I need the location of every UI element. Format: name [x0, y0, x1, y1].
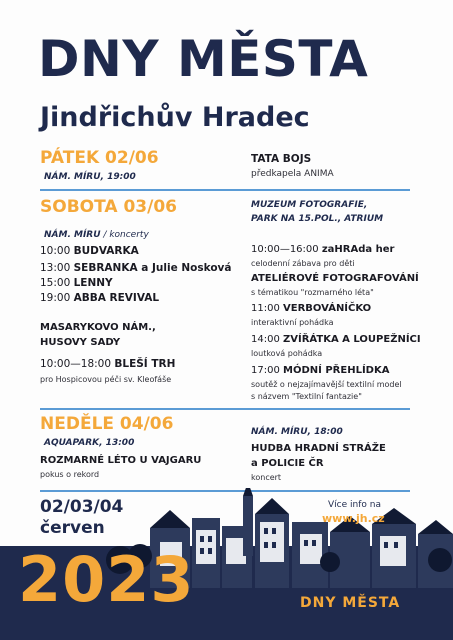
- list-item: 11:00 VERBOVÁNÍČKO: [251, 303, 372, 314]
- event-month: červen: [40, 518, 105, 538]
- event-year: 2023: [18, 543, 195, 616]
- list-item-note: interaktivní pohádka: [251, 318, 334, 327]
- saturday-heading: SOBOTA 03/06: [40, 197, 177, 217]
- masaryk-venue-line1: MASARYKOVO NÁM.,: [40, 322, 156, 333]
- list-item: 14:00 ZVÍŘÁTKA A LOUPEŽNÍCI: [251, 334, 421, 345]
- sunday-event-note: pokus o rekord: [40, 470, 100, 479]
- friday-venue: NÁM. MÍRU, 19:00: [44, 172, 136, 182]
- event-dates: 02/03/04: [40, 497, 124, 517]
- masaryk-venue-line2: HUSOVY SADY: [40, 337, 121, 348]
- saturday-venue-type: / koncerty: [100, 230, 149, 240]
- divider-friday: [40, 189, 410, 191]
- list-item-note: celodenní zábava pro děti: [251, 259, 355, 268]
- footer-title: DNY MĚSTA: [300, 595, 401, 611]
- sunday-concert-note: koncert: [251, 473, 282, 482]
- list-item-note: s názvem "Textilní fantazie": [251, 392, 362, 401]
- sunday-right-venue: NÁM. MÍRU, 18:00: [251, 427, 343, 437]
- list-item: 19:00 ABBA REVIVAL: [40, 292, 160, 304]
- list-item: 10:00—16:00 zaHRAda her: [251, 244, 395, 255]
- saturday-venue: [44, 222, 149, 241]
- website-link[interactable]: www.jh.cz: [322, 512, 385, 525]
- friday-band: TATA BOJS: [251, 153, 312, 165]
- list-item: 15:00 LENNY: [40, 277, 113, 289]
- list-item-note: loutková pohádka: [251, 349, 323, 358]
- flea-market-note: pro Hospicovou péči sv. Kleofáše: [40, 375, 172, 384]
- sunday-event: ROZMARNÉ LÉTO U VAJGARU: [40, 455, 202, 466]
- list-item-note: s tématikou "rozmarného léta": [251, 288, 374, 297]
- list-item: ATELIÉROVÉ FOTOGRAFOVÁNÍ: [251, 273, 419, 284]
- list-item: 17:00 MÓDNÍ PŘEHLÍDKA: [251, 365, 390, 376]
- museum-venue-line2: PARK NA 15.POL., ATRIUM: [251, 214, 384, 224]
- sunday-heading: NEDĚLE 04/06: [40, 414, 174, 434]
- list-item: 13:00 SEBRANKA a Julie Nosková: [40, 262, 232, 274]
- sunday-venue: AQUAPARK, 13:00: [44, 438, 135, 448]
- saturday-venue-name: NÁM. MÍRU: [44, 230, 101, 240]
- list-item-note: soutěž o nejzajímavější textilní model: [251, 380, 402, 389]
- museum-venue-line1: MUZEUM FOTOGRAFIE,: [251, 200, 368, 210]
- friday-heading: PÁTEK 02/06: [40, 148, 159, 168]
- more-info-label: Více info na: [328, 500, 381, 510]
- divider-saturday: [40, 408, 410, 410]
- flea-market: 10:00—18:00 BLEŠÍ TRH: [40, 358, 176, 370]
- sunday-concert-line2: a POLICIE ČR: [251, 458, 324, 469]
- friday-support: předkapela ANIMA: [251, 169, 334, 179]
- poster-title: DNY MĚSTA: [38, 30, 369, 88]
- list-item: 10:00 BUDVARKA: [40, 245, 139, 257]
- poster-subtitle: Jindřichův Hradec: [40, 102, 310, 133]
- sunday-concert-line1: HUDBA HRADNÍ STRÁŽE: [251, 443, 386, 454]
